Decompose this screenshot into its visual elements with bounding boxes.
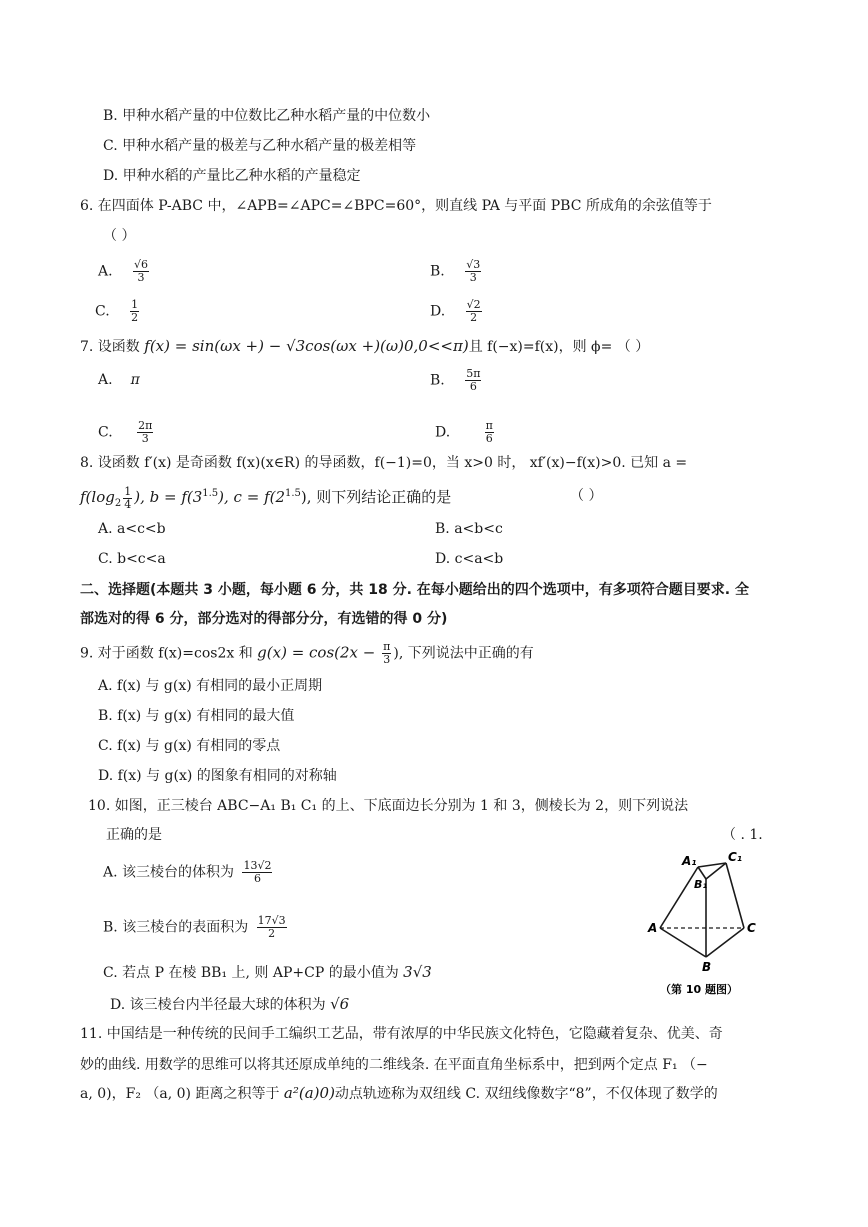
- q7-option-d: D. $\frac{\pi}{6}$: [435, 419, 493, 445]
- edge-b-c: [706, 928, 744, 957]
- q10-option-a: A. 该三棱台的体积为 $\frac{13√2}{6}$: [103, 859, 272, 885]
- q7-option-a: A. π: [98, 372, 140, 388]
- q6-option-c: C. $\frac{1}{2}$: [95, 298, 139, 324]
- q9-option-b: B. f(x) 与 g(x) 有相同的最大值: [98, 708, 295, 724]
- q7-stem: 7. 设函数 f(x) = sin(ωx +) − √3cos(ωx +)(ω)0,0<<π)且 f(−x)=f(x)，则 ϕ= （ ）: [80, 337, 650, 355]
- q8-option-a: A. a<c<b: [98, 521, 166, 537]
- q10-stem-line2: 正确的是: [106, 827, 162, 843]
- q6-option-a: A. $\frac{√6}{3}$: [98, 258, 149, 284]
- q9-option-c: C. f(x) 与 g(x) 有相同的零点: [98, 738, 281, 754]
- q5-option-d: D. 甲种水稻的产量比乙种水稻的产量稳定: [103, 168, 361, 184]
- q8-option-b: B. a<b<c: [435, 521, 503, 537]
- vertex-label-c1: C₁: [728, 850, 743, 864]
- q11-stem-line2: 妙的曲线. 用数学的思维可以将其还原成单纯的二维线条. 在平面直角坐标系中，把到两个定点 F₁ （−: [80, 1057, 708, 1073]
- q10-paren: （ . 1.: [722, 827, 763, 843]
- vertex-label-a1: A₁: [682, 854, 697, 868]
- q6-option-d: D. $\frac{√2}{2}$: [430, 298, 481, 324]
- q8-stem-line2: $f(\log_2$ $\frac{1}{4}$ ), $b = f(3^{1.5})$, $c = f(2^{1.5})$, 则下列结论正确的是: [80, 484, 452, 511]
- q5-option-b: B. 甲种水稻产量的中位数比乙种水稻产量的中位数小: [103, 108, 431, 124]
- q6-stem: 6. 在四面体 P-ABC 中，∠APB=∠APC=∠BPC=60°，则直线 PA 与平面 PBC 所成角的余弦值等于: [80, 198, 712, 214]
- q8-option-c: C. b<c<a: [98, 551, 166, 567]
- edge-c-c1: [726, 863, 744, 928]
- q11-stem-line3: a, 0)，F₂ （a, 0) 距离之积等于 a²(a)0)动点轨迹称为双纽线 C. 双纽线像数字“8”，不仅体现了数学的: [80, 1084, 718, 1102]
- vertex-label-c: C: [747, 921, 756, 935]
- q7-option-b: B. $\frac{5\pi}{6}$: [430, 367, 481, 393]
- q8-stem-line1: 8. 设函数 f′(x) 是奇函数 f(x)(x∈R) 的导函数，f(−1)=0，当 x>0 时， xf′(x)−f(x)>0. 已知 a =: [80, 455, 688, 471]
- q10-option-c: C. 若点 P 在棱 BB₁ 上, 则 AP+CP 的最小值为 3√3: [103, 963, 432, 981]
- q9-option-a: A. f(x) 与 g(x) 有相同的最小正周期: [98, 678, 323, 694]
- q10-option-d: D. 该三棱台内半径最大球的体积为 √6: [110, 995, 350, 1013]
- section-2-heading-line2: 部选对的得 6 分，部分选对的得部分分，有选错的得 0 分): [80, 611, 448, 627]
- vertex-label-b1: B₁: [694, 878, 708, 891]
- q8-paren: （ ）: [570, 488, 603, 504]
- q6-paren: （ ）: [103, 228, 136, 244]
- edge-a-a1: [660, 867, 698, 928]
- q8-option-d: D. c<a<b: [435, 551, 504, 567]
- q9-option-d: D. f(x) 与 g(x) 的图象有相同的对称轴: [98, 768, 337, 784]
- q11-stem-line1: 11. 中国结是一种传统的民间手工编织工艺品，带有浓厚的中华民族文化特色，它隐藏着复杂、优美、奇: [80, 1026, 723, 1042]
- figure-caption: （第 10 题图）: [660, 983, 738, 995]
- section-2-heading: 二、选择题(本题共 3 小题，每小题 6 分，共 18 分. 在每小题给出的四个选项中，有多项符合题目要求. 全: [80, 582, 749, 598]
- q5-option-c: C. 甲种水稻产量的极差与乙种水稻产量的极差相等: [103, 138, 417, 154]
- q10-stem: 10. 如图，正三棱台 ABC−A₁ B₁ C₁ 的上、下底面边长分别为 1 和 3，侧棱长为 2，则下列说法: [88, 798, 689, 814]
- q10-option-b: B. 该三棱台的表面积为 $\frac{17√3}{2}$: [103, 914, 286, 940]
- q6-option-b: B. $\frac{√3}{3}$: [430, 258, 481, 284]
- q9-stem: 9. 对于函数 f(x)=cos2x 和 g(x) = cos(2x − $\frac{\pi}{3}$ ), 下列说法中正确的有: [80, 640, 534, 666]
- vertex-label-a: A: [648, 921, 658, 935]
- vertex-label-b: B: [702, 960, 712, 974]
- q10-frustum-figure: [640, 845, 800, 995]
- q7-option-c: C. $\frac{2\pi}{3}$: [98, 419, 153, 445]
- edge-a-b: [660, 928, 706, 957]
